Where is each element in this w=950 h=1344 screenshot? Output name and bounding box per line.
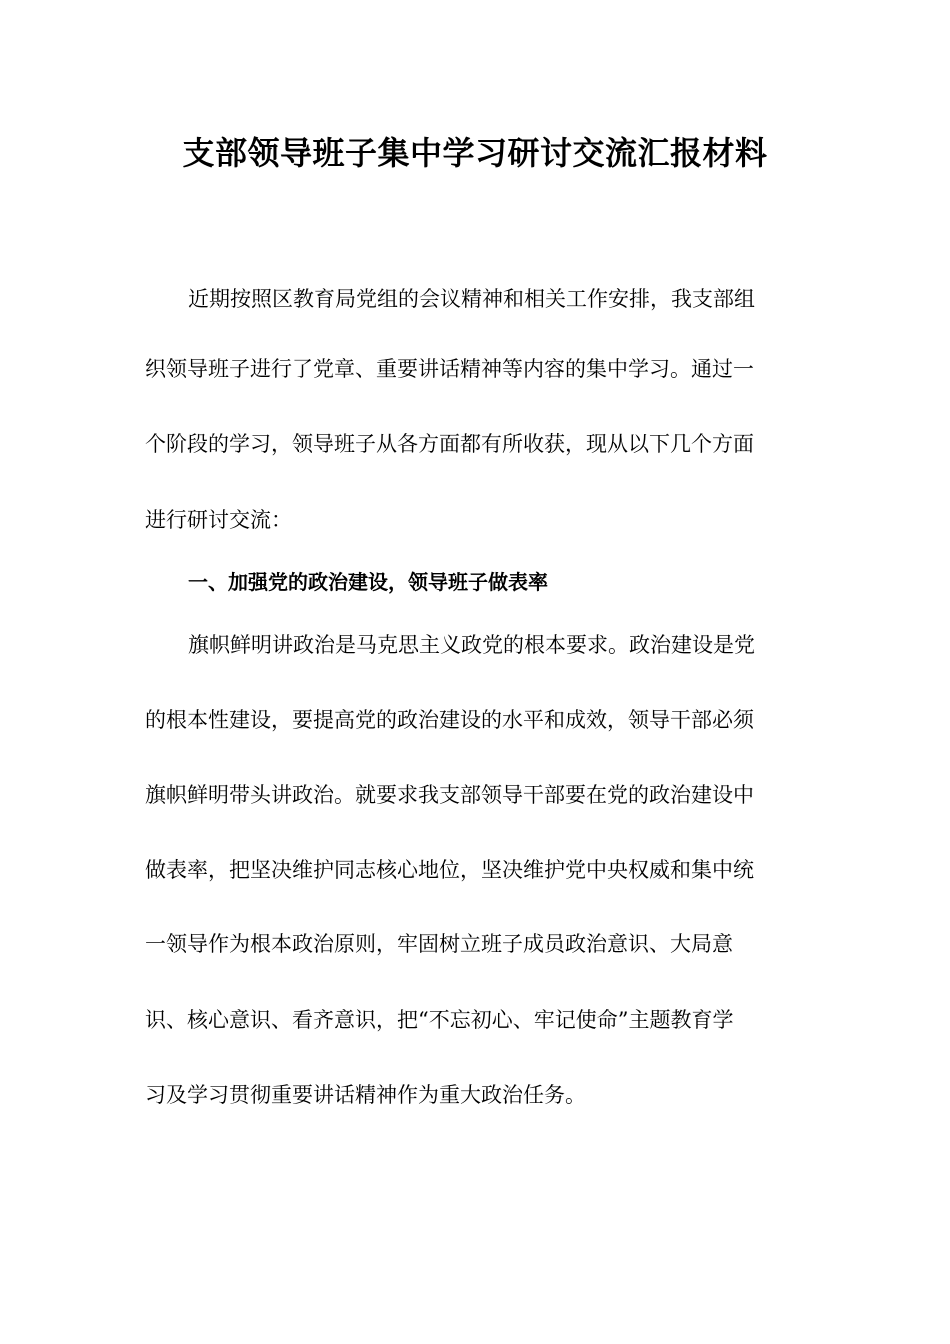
document-title: 支部领导班子集中学习研讨交流汇报材料 — [182, 134, 768, 172]
paragraph-line: 进行研讨交流： — [145, 508, 292, 532]
paragraph-line: 近期按照区教育局党组的会议精神和相关工作安排，我支部组 — [188, 287, 755, 311]
paragraph-line: 个阶段的学习，领导班子从各方面都有所收获，现从以下几个方面 — [145, 432, 754, 456]
paragraph-line: 织领导班子进行了党章、重要讲话精神等内容的集中学习。通过一 — [145, 357, 754, 381]
paragraph-line: 做表率，把坚决维护同志核心地位，坚决维护党中央权威和集中统 — [145, 858, 754, 882]
section-heading: 一、加强党的政治建设，领导班子做表率 — [188, 570, 548, 594]
paragraph-line: 旗帜鲜明带头讲政治。就要求我支部领导干部要在党的政治建设中 — [145, 783, 754, 807]
paragraph-line: 的根本性建设，要提高党的政治建设的水平和成效，领导干部必须 — [145, 708, 754, 732]
paragraph-line: 一领导作为根本政治原则，牢固树立班子成员政治意识、大局意 — [145, 932, 733, 956]
paragraph-line: 旗帜鲜明讲政治是马克思主义政党的根本要求。政治建设是党 — [188, 633, 755, 657]
paragraph-line: 习及学习贯彻重要讲话精神作为重大政治任务。 — [145, 1083, 586, 1107]
paragraph-line: 识、核心意识、看齐意识，把“不忘初心、牢记使命”主题教育学 — [145, 1008, 734, 1032]
